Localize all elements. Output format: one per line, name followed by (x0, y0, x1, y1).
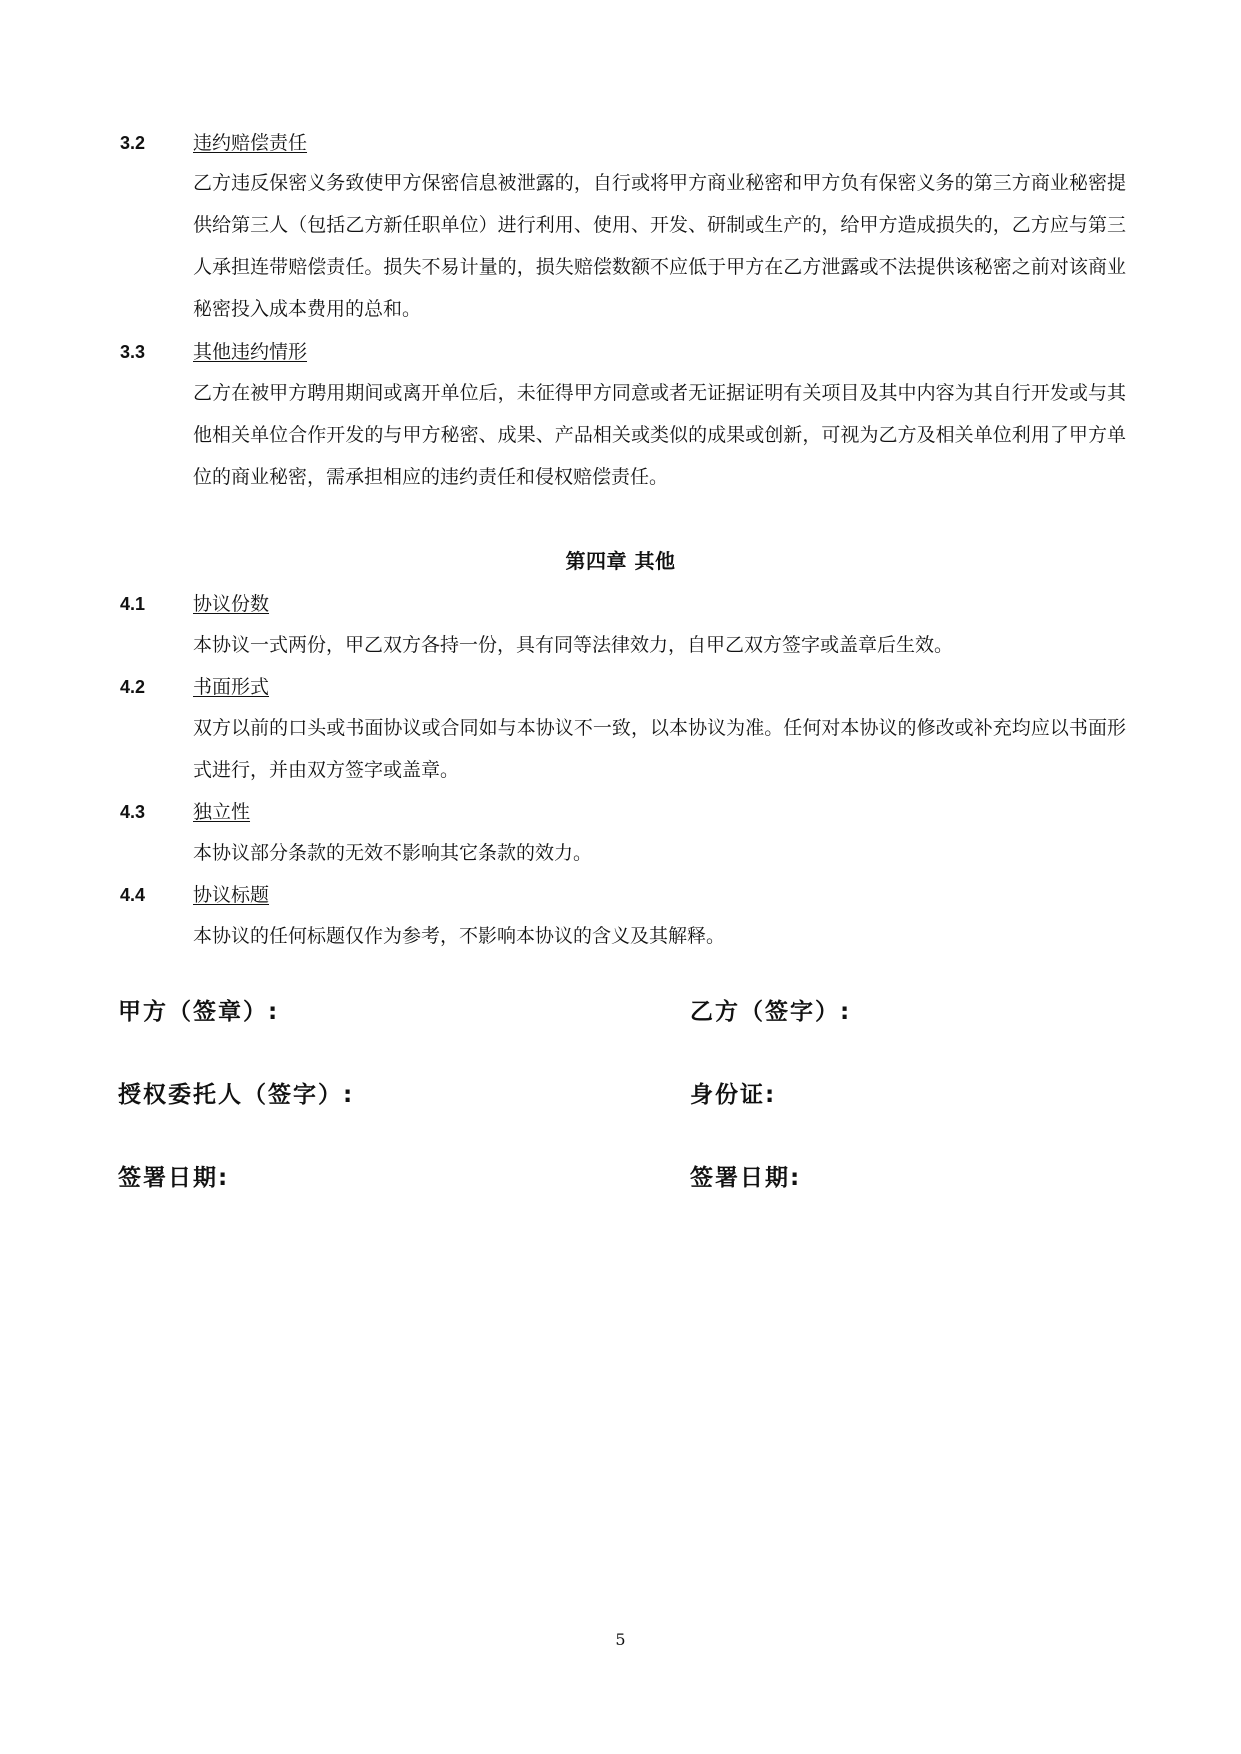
section-number: 4.1 (120, 594, 146, 614)
authorized-agent-label: 授权委托人（签字）: (118, 1082, 355, 1108)
section-number: 4.2 (120, 677, 146, 697)
section-title: 其他违约情形 (193, 341, 308, 363)
section-4-1-body: 本协议一式两份，甲乙双方各持一份，具有同等法律效力，自甲乙双方签字或盖章后生效。 (193, 634, 954, 656)
id-card-label: 身份证: (690, 1082, 777, 1108)
party-b-signature-label: 乙方（签字）: (690, 999, 852, 1025)
section-number: 4.4 (120, 885, 146, 905)
page-number: 5 (615, 1630, 626, 1649)
section-title: 违约赔偿责任 (193, 132, 308, 154)
section-number: 3.3 (120, 342, 146, 362)
section-4-4-body: 本协议的任何标题仅作为参考，不影响本协议的含义及其解释。 (193, 925, 726, 947)
section-title: 独立性 (193, 801, 251, 823)
section-title: 协议份数 (193, 593, 270, 615)
party-a-date-label: 签署日期: (118, 1165, 230, 1191)
section-4-3-body: 本协议部分条款的无效不影响其它条款的效力。 (193, 842, 593, 864)
chapter-title: 第四章 其他 (565, 549, 676, 573)
section-3-3-body: 乙方在被甲方聘用期间或离开单位后，未征得甲方同意或者无证据证明有关项目及其中内容为其自行开发或与其他相关单位合作开发的与甲方秘密、成果、产品相关或类似的成果或创新，可视为乙方及相关单位利用了甲方单位的商业秘密，需承担相应的违约责任和侵权赔偿责任。 (193, 382, 1126, 488)
section-title: 协议标题 (193, 884, 270, 906)
party-a-signature-label: 甲方（签章）: (118, 999, 280, 1025)
section-3-2-body: 乙方违反保密义务致使甲方保密信息被泄露的，自行或将甲方商业秘密和甲方负有保密义务的第三方商业秘密提供给第三人（包括乙方新任职单位）进行利用、使用、开发、研制或生产的，给甲方造成损失的，乙方应与第三人承担连带赔偿责任。损失不易计量的，损失赔偿数额不应低于甲方在乙方泄露或不法提供该秘密之前对该商业秘密投入成本费用的总和。 (193, 172, 1126, 320)
section-title: 书面形式 (193, 676, 270, 698)
section-4-2-body: 双方以前的口头或书面协议或合同如与本协议不一致，以本协议为准。任何对本协议的修改或补充均应以书面形式进行，并由双方签字或盖章。 (193, 717, 1126, 781)
party-b-date-label: 签署日期: (690, 1165, 802, 1191)
section-number: 4.3 (120, 802, 146, 822)
section-number: 3.2 (120, 133, 146, 153)
